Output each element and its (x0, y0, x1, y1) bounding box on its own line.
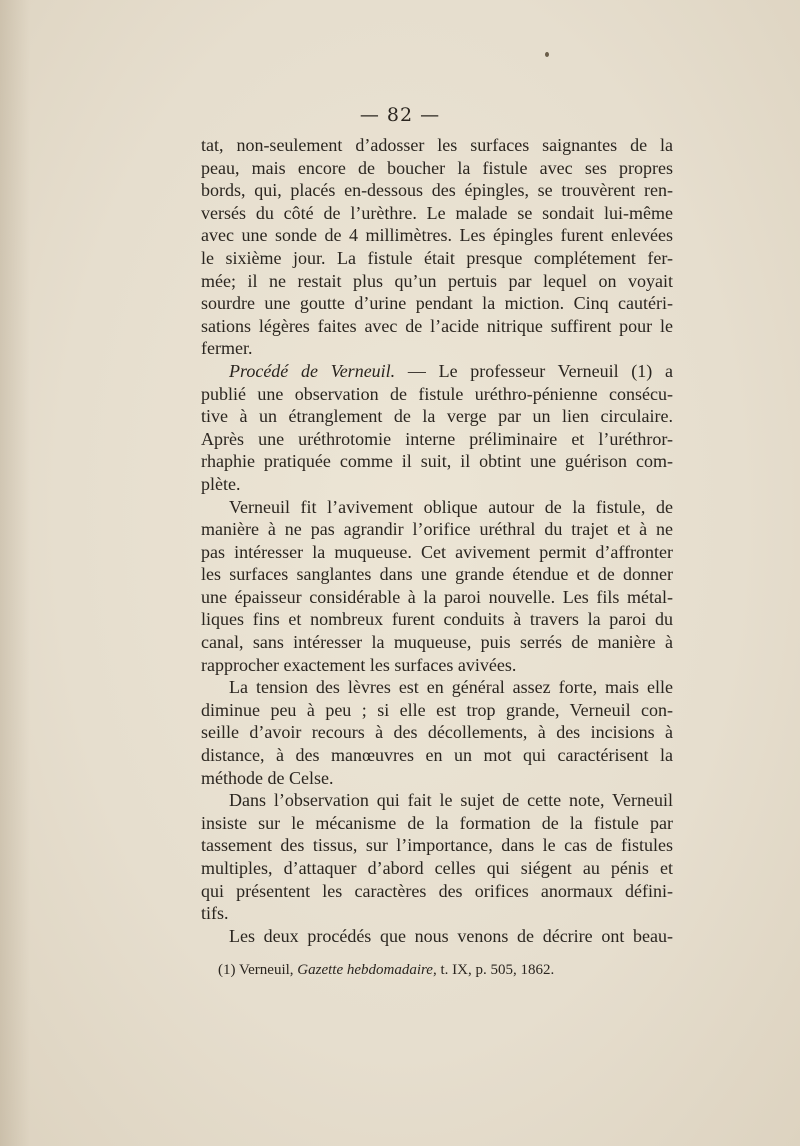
text-line (201, 631, 673, 654)
text-line (201, 925, 673, 948)
italic-heading: Procédé de Verneuil. (229, 360, 396, 381)
line-text: Verneuil fit l’avivement oblique autour de la fistule, de (229, 496, 673, 517)
footnote-prefix: (1) Verneuil, (218, 962, 298, 978)
line-text: Les deux procédés que nous venons de décrire ont beau- (229, 925, 673, 946)
footnote-journal-title: Gazette hebdomadaire (297, 962, 433, 978)
line-text: fermer. (201, 338, 253, 359)
page-gutter-shadow (0, 0, 30, 1146)
line-text: insiste sur le mécanisme de la formation de la fistule par (201, 812, 673, 833)
line-text: bords, qui, placés en-dessous des épingles, se trouvèrent ren- (201, 180, 673, 201)
text-line (201, 541, 673, 564)
line-text: Après une uréthrotomie interne préliminaire et l’uréthror- (201, 428, 673, 449)
line-text: le sixième jour. La fistule était presque complétement fer- (201, 247, 673, 268)
line-text: — Le professeur Verneuil (1) a (395, 360, 673, 381)
line-text: diminue peu à peu ; si elle est trop grande, Verneuil con- (201, 699, 673, 720)
line-text: multiples, d’attaquer d’abord celles qui siégent au pénis et (201, 858, 673, 878)
line-text: mée; il ne restait plus qu’un pertuis par lequel on voyait (201, 270, 673, 291)
line-text: La tension des lèvres est en général assez forte, mais elle (229, 677, 673, 698)
text-line (201, 496, 673, 519)
text-line (201, 247, 673, 270)
text-line (201, 157, 673, 180)
page-number: — 82 — (359, 104, 441, 126)
text-line (201, 224, 673, 247)
line-text: pas intéresser la muqueuse. Cet avivement permit d’affronter (201, 541, 673, 562)
line-text: tat, non-seulement d’adosser les surfaces saignantes de la (201, 135, 673, 155)
line-text: une épaisseur considérable à la paroi nouvelle. Les fils métal- (201, 586, 673, 607)
text-line (201, 337, 673, 360)
text-line (201, 654, 673, 677)
text-line (201, 270, 673, 293)
text-line (201, 721, 673, 744)
line-text: publié une observation de fistule uréthro-pénienne consécu- (201, 383, 673, 404)
line-text: tassement des tissus, sur l’importance, dans le cas de fistules (201, 835, 673, 856)
text-line (201, 202, 673, 225)
text-line (201, 428, 673, 451)
line-text: liques fins et nombreux furent conduits à travers la paroi du (201, 609, 673, 630)
text-line (201, 902, 673, 925)
footnote (218, 962, 678, 979)
text-line (201, 473, 673, 496)
text-line (201, 834, 673, 857)
line-text: sations légères faites avec de l’acide nitrique suffirent pour le (201, 315, 673, 336)
text-line (201, 857, 673, 880)
line-text: les surfaces sanglantes dans une grande étendue et de donner (201, 564, 673, 585)
line-text: rapprocher exactement les surfaces avivées. (201, 654, 517, 675)
body-text (201, 134, 673, 947)
text-line (201, 563, 673, 586)
footnote-suffix: , t. IX, p. 505, 1862. (432, 962, 555, 978)
line-text: Dans l’observation qui fait le sujet de cette note, Verneuil (229, 790, 673, 811)
text-line (201, 699, 673, 722)
text-line (201, 676, 673, 699)
text-line (201, 767, 673, 790)
text-line (201, 812, 673, 835)
line-text: méthode de Celse. (201, 767, 334, 788)
text-line (201, 179, 673, 202)
line-text: peau, mais encore de boucher la fistule avec ses propres (201, 157, 673, 178)
text-line (201, 608, 673, 631)
text-line (201, 789, 673, 812)
text-line (201, 360, 673, 383)
line-text: manière à ne pas agrandir l’orifice uréthral du trajet et à ne (201, 519, 673, 540)
text-line (201, 383, 673, 406)
text-line (201, 315, 673, 338)
text-line (201, 880, 673, 903)
line-text: rhaphie pratiquée comme il suit, il obtint une guérison com- (201, 451, 673, 472)
text-line (201, 134, 673, 157)
line-text: seille d’avoir recours à des décollements, à des incisions à (201, 722, 673, 743)
line-text: canal, sans intéresser la muqueuse, puis serrés de manière à (201, 632, 673, 653)
line-text: tive à un étranglement de la verge par un lien circulaire. (201, 406, 673, 427)
text-line (201, 586, 673, 609)
line-text: sourdre une goutte d’urine pendant la miction. Cinq cautéri- (201, 293, 673, 314)
text-line (201, 744, 673, 767)
text-line (201, 405, 673, 428)
line-text: distance, à des manœuvres en un mot qui caractérisent la (201, 745, 673, 766)
line-text: qui présentent les caractères des orifices anormaux défini- (201, 880, 673, 901)
line-text: plète. (201, 473, 241, 494)
text-line (201, 450, 673, 473)
text-line (201, 292, 673, 315)
line-text: versés du côté de l’urèthre. Le malade se sondait lui-même (201, 202, 673, 223)
line-text: avec une sonde de 4 millimètres. Les épingles furent enlevées (201, 225, 673, 246)
ink-speck (545, 52, 549, 57)
text-line (201, 518, 673, 541)
line-text: tifs. (201, 903, 229, 924)
